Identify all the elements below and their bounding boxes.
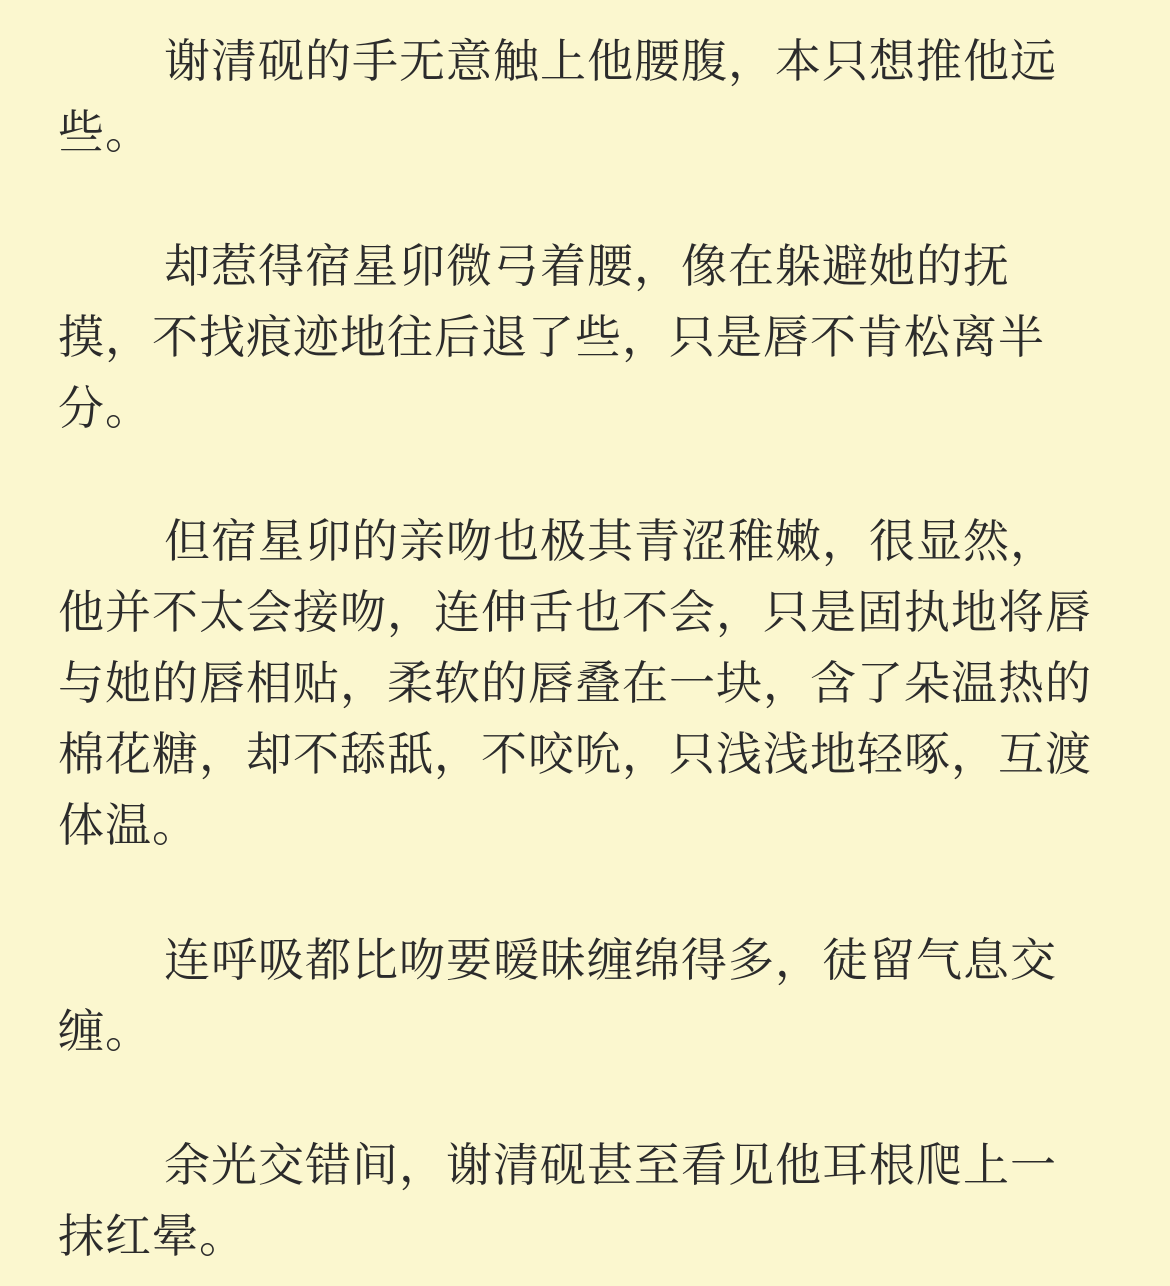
text-line: 抹红晕。 <box>58 1209 246 1263</box>
text-line: 谢清砚的手无意触上他腰腹，本只想推他远 <box>164 34 1057 88</box>
text-line: 却惹得宿星卯微弓着腰，像在躲避她的抚 <box>164 239 1010 293</box>
text-line: 棉花糖，却不舔舐，不咬吮，只浅浅地轻啄，互渡 <box>58 727 1092 781</box>
text-line: 缠。 <box>58 1004 152 1058</box>
text-line: 但宿星卯的亲吻也极其青涩稚嫩，很显然， <box>164 514 1057 568</box>
text-line: 体温。 <box>58 798 199 852</box>
text-line: 余光交错间，谢清砚甚至看见他耳根爬上一 <box>164 1138 1057 1192</box>
paragraph <box>58 1130 1118 1272</box>
paragraph <box>58 26 1118 168</box>
text-line: 连呼吸都比吻要暧昧缠绵得多，徒留气息交 <box>164 933 1057 987</box>
text-line: 他并不太会接吻，连伸舌也不会，只是固执地将唇 <box>58 585 1092 639</box>
text-line: 分。 <box>58 381 152 435</box>
paragraph <box>58 506 1118 861</box>
text-line: 与她的唇相贴，柔软的唇叠在一块，含了朵温热的 <box>58 656 1092 710</box>
text-line: 些。 <box>58 105 152 159</box>
text-line: 摸，不找痕迹地往后退了些，只是唇不肯松离半 <box>58 310 1045 364</box>
paragraph <box>58 231 1118 444</box>
paragraph <box>58 925 1118 1067</box>
